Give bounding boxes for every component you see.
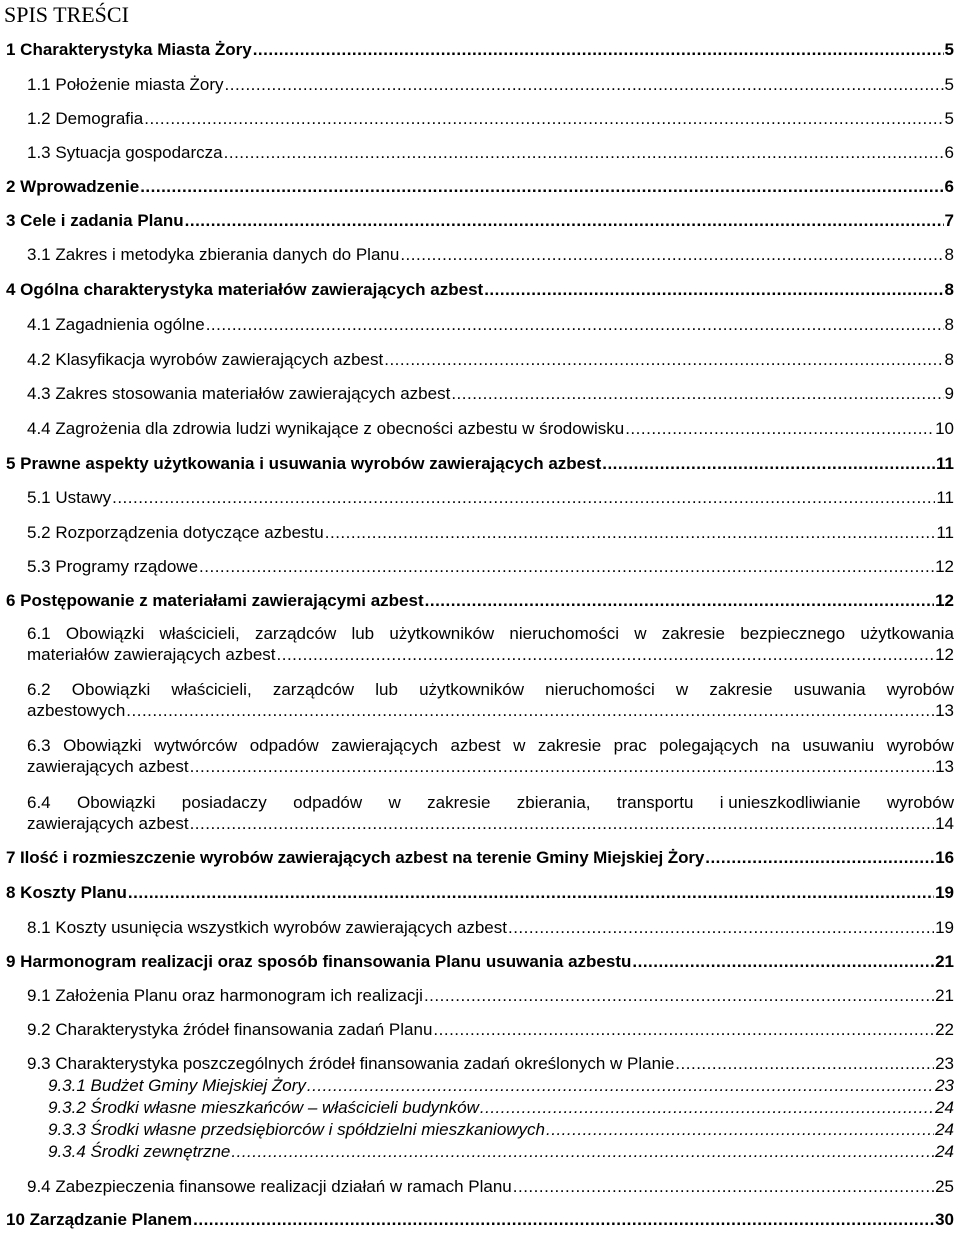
toc-entry-first-line xyxy=(27,735,954,757)
toc-entry-text: 1.1 Położenie miasta Żory xyxy=(27,75,224,94)
toc-entry-text: 5 Prawne aspekty użytkowania i usuwania wyrobów zawierających azbest xyxy=(6,454,602,473)
toc-entry-text: materiałów zawierających azbest xyxy=(27,645,276,664)
word: 6.2 xyxy=(27,680,51,699)
toc-entry-page: 5 xyxy=(944,75,954,94)
toc-entry-page: 25 xyxy=(935,1177,954,1196)
toc-entry-page: 24 xyxy=(935,1142,954,1161)
toc-entry-page: 5 xyxy=(944,40,954,59)
toc-entry-text: 9.3.3 Środki własne przedsiębiorców i spółdzielni mieszkaniowych xyxy=(48,1120,546,1139)
word: 6.4 xyxy=(27,793,51,812)
toc-leader-dots xyxy=(128,883,934,903)
toc-entry-text: 9.3.1 Budżet Gminy Miejskiej Żory xyxy=(48,1076,306,1095)
word: usuwaniu xyxy=(802,736,875,755)
word: zakresie xyxy=(537,736,602,755)
toc-entry-first-line xyxy=(27,792,954,814)
word: Obowiązki xyxy=(63,736,142,755)
word: Obowiązki xyxy=(65,624,145,643)
toc-entry-page: 8 xyxy=(944,350,954,369)
toc-entry[interactable] xyxy=(27,384,954,404)
toc-entry[interactable] xyxy=(27,1020,954,1040)
toc-entry-text: zawierających azbest xyxy=(27,757,189,776)
toc-entry-page: 7 xyxy=(944,211,954,230)
word: wyrobów xyxy=(886,680,954,699)
toc-leader-dots xyxy=(193,1210,934,1230)
word: zarządców xyxy=(254,624,337,643)
word: w xyxy=(634,624,647,643)
toc-leader-dots xyxy=(675,1054,934,1074)
word: właścicieli, xyxy=(171,680,252,699)
toc-entry[interactable] xyxy=(27,986,954,1006)
toc-leader-dots xyxy=(513,1177,934,1197)
word: usuwania xyxy=(793,680,866,699)
toc-entry[interactable] xyxy=(6,280,954,300)
toc-entry-text: zawierających azbest xyxy=(27,814,189,833)
toc-entry[interactable] xyxy=(6,177,954,197)
toc-entry[interactable] xyxy=(27,1054,954,1074)
word: polegających xyxy=(659,736,759,755)
toc-entry-text: 5.2 Rozporządzenia dotyczące azbestu xyxy=(27,523,324,542)
toc-leader-dots xyxy=(112,488,935,508)
toc-leader-dots xyxy=(185,211,944,231)
word: Obowiązki xyxy=(71,680,151,699)
toc-leader-dots xyxy=(546,1120,934,1140)
word: 6.1 xyxy=(27,624,51,643)
toc-entry-page: 22 xyxy=(935,1020,954,1039)
word: lub xyxy=(375,680,398,699)
toc-entry[interactable] xyxy=(27,523,954,543)
toc-entry-page: 11 xyxy=(936,523,954,542)
toc-entry[interactable] xyxy=(6,591,954,611)
toc-entry[interactable] xyxy=(48,1076,954,1096)
toc-entry-page: 13 xyxy=(935,701,954,720)
word: transportu xyxy=(616,793,694,812)
toc-entry-text: azbestowych xyxy=(27,701,126,720)
word: odpadów xyxy=(249,736,319,755)
toc-entry-page: 10 xyxy=(935,419,954,438)
word: wyrobów xyxy=(886,736,954,755)
toc-entry-text: 8 Koszty Planu xyxy=(6,883,127,902)
toc-entry-page: 21 xyxy=(935,952,954,971)
toc-entry-text: 9.2 Charakterystyka źródeł finansowania zadań Planu xyxy=(27,1020,433,1039)
word: zakresie xyxy=(709,680,773,699)
toc-entry-text: 5.3 Programy rządowe xyxy=(27,557,199,576)
toc-entry[interactable] xyxy=(6,952,954,972)
toc-leader-dots xyxy=(451,384,943,404)
toc-entry-page: 30 xyxy=(935,1210,954,1229)
toc-entry[interactable] xyxy=(27,419,954,439)
toc-entry-text: 1.2 Demografia xyxy=(27,109,144,128)
word: w xyxy=(388,793,401,812)
word: bezpiecznego xyxy=(740,624,846,643)
toc-entry-page: 14 xyxy=(935,814,954,833)
toc-entry-page: 11 xyxy=(936,454,954,473)
toc-leader-dots xyxy=(384,350,943,370)
toc-entry[interactable] xyxy=(27,109,954,129)
toc-leader-dots xyxy=(253,40,944,60)
toc-entry-page: 6 xyxy=(944,177,954,196)
toc-entry[interactable] xyxy=(27,315,954,335)
toc-leader-dots xyxy=(325,523,936,543)
toc-entry-text: 4.3 Zakres stosowania materiałów zawierających azbest xyxy=(27,384,451,403)
toc-entry-multiline[interactable] xyxy=(27,792,954,834)
toc-entry-multiline[interactable] xyxy=(27,735,954,777)
toc-entry-first-line xyxy=(27,623,954,645)
toc-leader-dots xyxy=(602,454,935,474)
word: na xyxy=(770,736,790,755)
toc-entry-text: 6 Postępowanie z materiałami zawierającymi azbest xyxy=(6,591,424,610)
toc-entry-page: 16 xyxy=(935,848,954,867)
toc-entry-page: 5 xyxy=(944,109,954,128)
toc-entry-multiline[interactable] xyxy=(27,679,954,721)
toc-entry-page: 8 xyxy=(944,245,954,264)
word: zbierania, xyxy=(516,793,591,812)
toc-entry-page: 8 xyxy=(944,315,954,334)
toc-entry-page: 24 xyxy=(935,1120,954,1139)
toc-entry-text: 3 Cele i zadania Planu xyxy=(6,211,184,230)
word: prac xyxy=(613,736,647,755)
word: użytkowników xyxy=(419,680,524,699)
toc-entry[interactable] xyxy=(27,918,954,938)
word: użytkowników xyxy=(389,624,495,643)
toc-entry-page: 13 xyxy=(935,757,954,776)
toc-title: SPIS TREŚCI xyxy=(4,2,129,27)
toc-entry-text: 3.1 Zakres i metodyka zbierania danych do Planu xyxy=(27,245,400,264)
toc-entry[interactable] xyxy=(27,1177,954,1197)
toc-entry-page: 12 xyxy=(935,645,954,664)
toc-entry-text: 4.1 Zagadnienia ogólne xyxy=(27,315,205,334)
toc-entry-text: 1.3 Sytuacja gospodarcza xyxy=(27,143,223,162)
toc-leader-dots xyxy=(484,280,943,300)
toc-entry[interactable] xyxy=(27,557,954,577)
word: wytwórców xyxy=(154,736,238,755)
word: nieruchomości xyxy=(509,624,620,643)
toc-entry[interactable] xyxy=(27,143,954,163)
toc-entry-text: 9 Harmonogram realizacji oraz sposób finansowania Planu usuwania azbestu xyxy=(6,952,632,971)
toc-entry-first-line xyxy=(27,679,954,701)
toc-entry-page: 9 xyxy=(944,384,954,403)
word: 6.3 xyxy=(27,736,51,755)
word: w xyxy=(675,680,689,699)
toc-entry-page: 11 xyxy=(936,488,954,507)
toc-leader-dots xyxy=(140,177,943,197)
toc-entry-text: 10 Zarządzanie Planem xyxy=(6,1210,193,1229)
toc-leader-dots xyxy=(307,1076,934,1096)
toc-entry-multiline[interactable] xyxy=(27,623,954,665)
toc-leader-dots xyxy=(126,701,934,721)
toc-entry-text: 9.3.2 Środki własne mieszkańców – właścicieli budynków xyxy=(48,1098,479,1117)
toc-entry[interactable] xyxy=(6,211,954,231)
word: w xyxy=(513,736,526,755)
toc-leader-dots xyxy=(231,1142,934,1162)
toc-leader-dots xyxy=(425,591,934,611)
toc-leader-dots xyxy=(225,75,944,95)
word: lub xyxy=(351,624,375,643)
toc-leader-dots xyxy=(632,952,934,972)
toc-entry-text: 4 Ogólna charakterystyka materiałów zawierających azbest xyxy=(6,280,484,299)
word: użytkowania xyxy=(860,624,954,643)
toc-entry-page: 12 xyxy=(935,591,954,610)
word: azbest xyxy=(450,736,501,755)
toc-entry[interactable] xyxy=(6,454,954,474)
toc-leader-dots xyxy=(480,1098,934,1118)
word: nieruchomości xyxy=(545,680,655,699)
toc-entry-text: 9.3.4 Środki zewnętrzne xyxy=(48,1142,231,1161)
toc-entry[interactable] xyxy=(6,848,954,868)
toc-leader-dots xyxy=(433,1020,934,1040)
toc-entry[interactable] xyxy=(48,1098,954,1118)
toc-leader-dots xyxy=(705,848,934,868)
toc-entry-page: 6 xyxy=(944,143,954,162)
word: i unieszkodliwianie xyxy=(719,793,861,812)
toc-entry[interactable] xyxy=(27,245,954,265)
toc-leader-dots xyxy=(277,645,935,665)
word: Obowiązki xyxy=(76,793,156,812)
toc-entry-page: 23 xyxy=(935,1054,954,1073)
toc-entry-text: 4.4 Zagrożenia dla zdrowia ludzi wynikające z obecności azbestu w środowisku xyxy=(27,419,625,438)
word: zarządców xyxy=(272,680,355,699)
word: właścicieli, xyxy=(159,624,240,643)
toc-entry-page: 23 xyxy=(935,1076,954,1095)
toc-leader-dots xyxy=(190,814,935,834)
word: posiadaczy xyxy=(181,793,267,812)
toc-entry-text: 8.1 Koszty usunięcia wszystkich wyrobów zawierających azbest xyxy=(27,918,507,937)
toc-leader-dots xyxy=(224,143,944,163)
word: wyrobów xyxy=(886,793,954,812)
toc-entry-text: 1 Charakterystyka Miasta Żory xyxy=(6,40,252,59)
toc-leader-dots xyxy=(144,109,943,129)
toc-entry-text: 7 Ilość i rozmieszczenie wyrobów zawierających azbest na terenie Gminy Miejskiej Żory xyxy=(6,848,705,867)
toc-entry-text: 2 Wprowadzenie xyxy=(6,177,140,196)
toc-entry-text: 5.1 Ustawy xyxy=(27,488,112,507)
toc-entry[interactable] xyxy=(27,488,954,508)
word: zakresie xyxy=(427,793,491,812)
toc-entry-text: 4.2 Klasyfikacja wyrobów zawierających azbest xyxy=(27,350,384,369)
toc-leader-dots xyxy=(400,245,943,265)
toc-entry-text: 9.4 Zabezpieczenia finansowe realizacji działań w ramach Planu xyxy=(27,1177,512,1196)
toc-leader-dots xyxy=(199,557,934,577)
toc-entry-text: 9.1 Założenia Planu oraz harmonogram ich realizacji xyxy=(27,986,423,1005)
toc-entry-page: 8 xyxy=(944,280,954,299)
toc-leader-dots xyxy=(625,419,934,439)
toc-leader-dots xyxy=(424,986,934,1006)
toc-entry[interactable] xyxy=(27,75,954,95)
toc-entry[interactable] xyxy=(27,350,954,370)
toc-entry[interactable] xyxy=(6,883,954,903)
toc-entry-page: 19 xyxy=(935,883,954,902)
toc-entry-page: 19 xyxy=(935,918,954,937)
toc-entry-text: 9.3 Charakterystyka poszczególnych źródeł finansowania zadań określonych w Planie xyxy=(27,1054,675,1073)
toc-entry-page: 12 xyxy=(935,557,954,576)
toc-leader-dots xyxy=(206,315,944,335)
toc-leader-dots xyxy=(508,918,934,938)
toc-entry-page: 21 xyxy=(935,986,954,1005)
toc-entry[interactable] xyxy=(48,1142,954,1162)
toc-entry[interactable] xyxy=(48,1120,954,1140)
word: zakresie xyxy=(661,624,726,643)
word: odpadów xyxy=(293,793,363,812)
toc-entry[interactable] xyxy=(6,1210,954,1230)
toc-entry[interactable] xyxy=(6,40,954,60)
toc-entry-page: 24 xyxy=(935,1098,954,1117)
word: zawierających xyxy=(331,736,438,755)
toc-leader-dots xyxy=(190,757,935,777)
